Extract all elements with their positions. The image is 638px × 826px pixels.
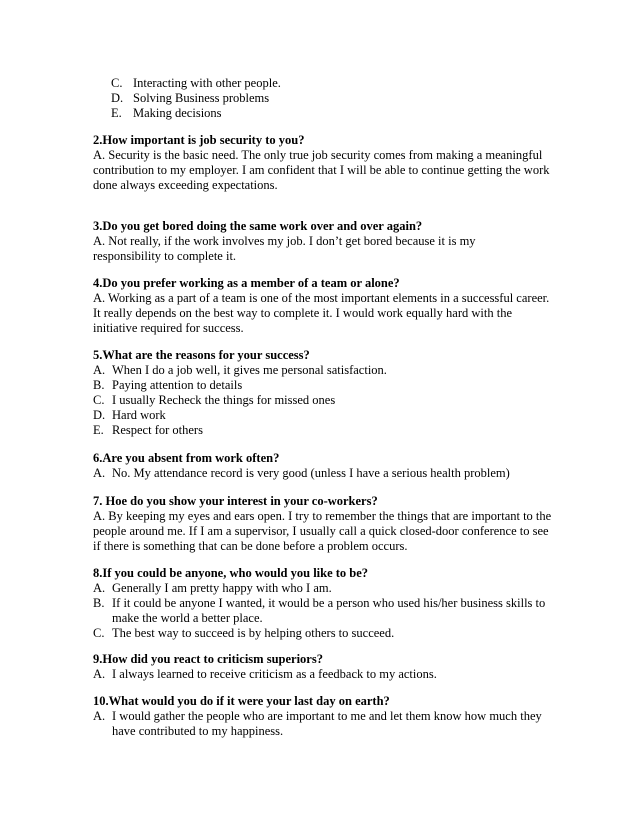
- list-item-text: No. My attendance record is very good (unless I have a serious health problem): [112, 466, 510, 480]
- answer-text: A. Security is the basic need. The only true job security comes from making a meaningful contribution to my employer. I am confident that I will be able to continue getting the work done always exceeding expectations.: [93, 148, 550, 192]
- list-item-text: Hard work: [112, 408, 166, 422]
- list-item-text: The best way to succeed is by helping others to succeed.: [112, 626, 395, 640]
- question-heading: 6.Are you absent from work often?: [93, 451, 280, 465]
- question-heading: 3.Do you get bored doing the same work over and over again?: [93, 219, 423, 233]
- list-item-label: E.: [93, 423, 104, 437]
- list-item: [93, 466, 553, 481]
- list-item-label: C.: [111, 76, 123, 90]
- list-item: [93, 408, 553, 423]
- question-heading: 7. Hoe do you show your interest in your co-workers?: [93, 494, 378, 508]
- question-heading: 5.What are the reasons for your success?: [93, 348, 310, 362]
- list-item-text: Solving Business problems: [133, 91, 270, 105]
- list-item: [93, 596, 553, 626]
- list-item-label: A.: [93, 709, 106, 723]
- list-item-label: A.: [93, 466, 106, 480]
- question-10: [93, 694, 553, 739]
- list-item-label: D.: [93, 408, 106, 422]
- list-item-label: A.: [93, 581, 106, 595]
- list-item: [111, 76, 511, 91]
- intro-list: [111, 76, 511, 121]
- question-5: [93, 348, 553, 438]
- list-item-text: When I do a job well, it gives me personal satisfaction.: [112, 363, 387, 377]
- question-2: [93, 133, 553, 193]
- list-item-label: C.: [93, 393, 105, 407]
- answer-text: A. Not really, if the work involves my job. I don’t get bored because it is my responsibility to complete it.: [93, 234, 476, 263]
- question-6: [93, 451, 553, 481]
- list-item-text: Interacting with other people.: [133, 76, 281, 90]
- list-item-label: B.: [93, 378, 105, 392]
- list-item: [93, 709, 553, 739]
- list-item-text: I would gather the people who are important to me and let them know how much they have contributed to my happiness.: [112, 709, 542, 738]
- question-9: [93, 652, 553, 682]
- list-item: [93, 581, 553, 596]
- question-3: [93, 219, 553, 264]
- question-8: [93, 566, 553, 641]
- question-heading: 9.How did you react to criticism superiors?: [93, 652, 323, 666]
- list-item-text: Paying attention to details: [112, 378, 243, 392]
- list-item-text: Making decisions: [133, 106, 222, 120]
- list-item-label: C.: [93, 626, 105, 640]
- answer-text: A. Working as a part of a team is one of the most important elements in a successful career. It really depends on the best way to complete it. I would work equally hard with the initiative required for success.: [93, 291, 550, 335]
- answer-text: A. By keeping my eyes and ears open. I try to remember the things that are important to the people around me. If I am a supervisor, I usually call a quick closed-door conference to see if there is something that can be done before a problem occurs.: [93, 509, 552, 553]
- list-item: [93, 423, 553, 438]
- list-item-text: If it could be anyone I wanted, it would be a person who used his/her business skills to make the world a better place.: [112, 596, 546, 625]
- list-item-text: Generally I am pretty happy with who I am.: [112, 581, 332, 595]
- question-heading: 2.How important is job security to you?: [93, 133, 305, 147]
- list-item-text: I always learned to receive criticism as a feedback to my actions.: [112, 667, 437, 681]
- list-item-label: A.: [93, 363, 106, 377]
- list-item-text: Respect for others: [112, 423, 203, 437]
- list-item-label: D.: [111, 91, 124, 105]
- question-4: [93, 276, 553, 336]
- list-item: [93, 626, 553, 641]
- list-item-label: E.: [111, 106, 122, 120]
- list-item: [93, 667, 553, 682]
- list-item: [111, 106, 511, 121]
- list-item-label: A.: [93, 667, 106, 681]
- list-item-text: I usually Recheck the things for missed ones: [112, 393, 336, 407]
- question-heading: 10.What would you do if it were your last day on earth?: [93, 694, 390, 708]
- list-item: [93, 378, 553, 393]
- list-item: [93, 393, 553, 408]
- list-item-label: B.: [93, 596, 105, 610]
- list-item: [93, 363, 553, 378]
- question-7: [93, 494, 553, 554]
- list-item: [111, 91, 511, 106]
- question-heading: 8.If you could be anyone, who would you like to be?: [93, 566, 369, 580]
- question-heading: 4.Do you prefer working as a member of a team or alone?: [93, 276, 400, 290]
